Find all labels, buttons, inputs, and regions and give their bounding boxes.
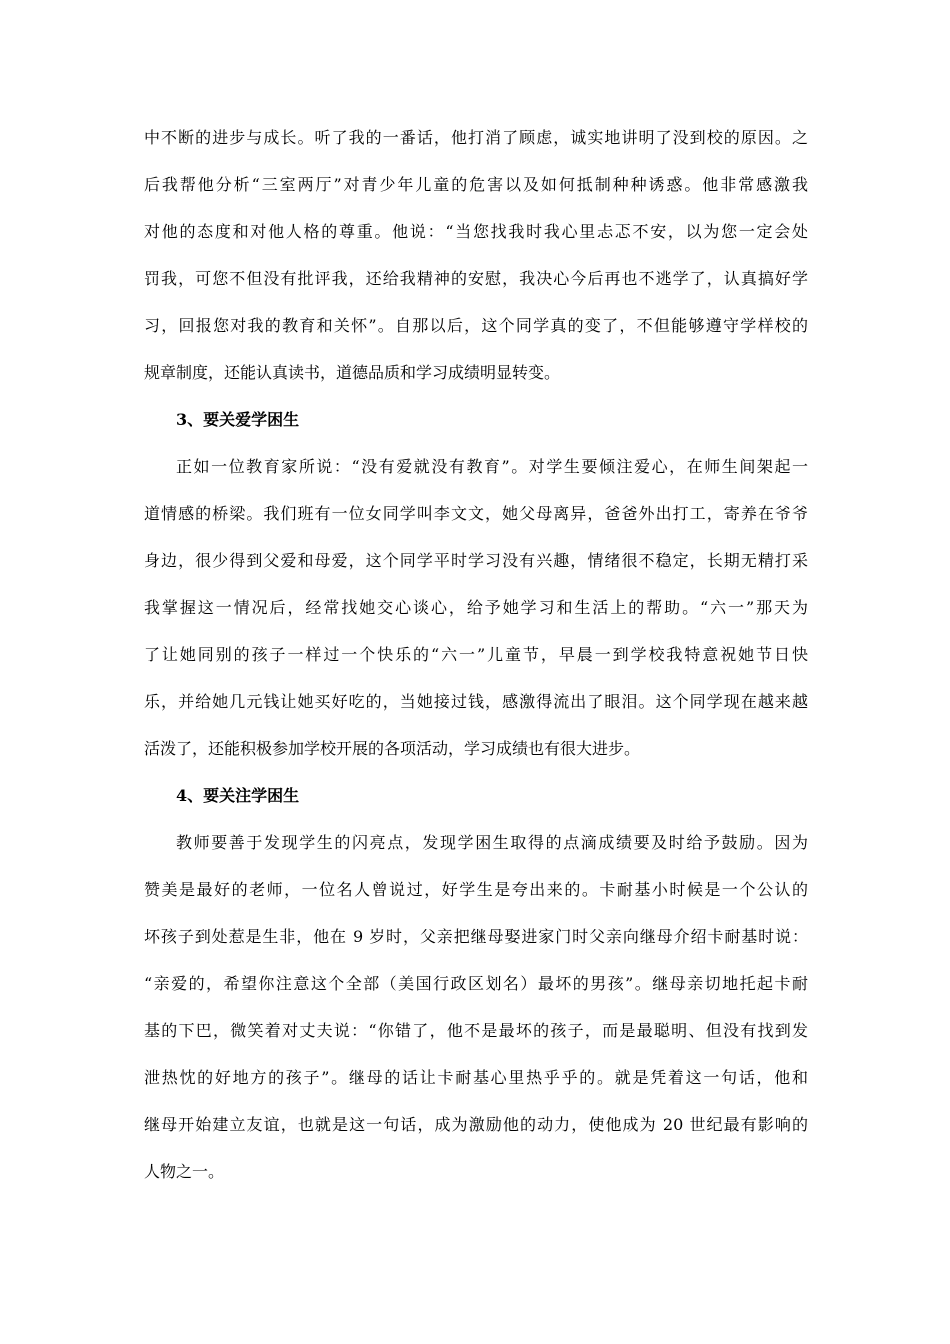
section-heading-4: 4、要关注学困生 <box>176 786 300 805</box>
paragraph-3-line-4: “亲爱的，希望你注意这个全部（美国行政区划名）最坏的男孩”。继母亲切地托起卡耐 <box>144 974 808 993</box>
paragraph-1-line-4: 罚我，可您不但没有批评我，还给我精神的安慰，我决心今后再也不逃学了，认真搞好学 <box>144 269 808 288</box>
paragraph-2-line-3: 身边，很少得到父爱和母爱，这个同学平时学习没有兴趣，情绪很不稳定，长期无精打采 <box>144 551 808 570</box>
paragraph-2-line-6: 乐，并给她几元钱让她买好吃的，当她接过钱，感激得流出了眼泪。这个同学现在越来越 <box>144 692 808 711</box>
paragraph-3-line-5: 基的下巴，微笑着对丈夫说：“你错了，他不是最坏的孩子，而是最聪明、但没有找到发 <box>144 1021 808 1040</box>
paragraph-1-line-2: 后我帮他分析“三室两厅”对青少年儿童的危害以及如何抵制种种诱惑。他非常感激我 <box>144 175 808 194</box>
paragraph-3-line-3: 坏孩子到处惹是生非，他在 9 岁时，父亲把继母娶进家门时父亲向继母介绍卡耐基时说： <box>144 927 808 946</box>
paragraph-2-line-4: 我掌握这一情况后，经常找她交心谈心，给予她学习和生活上的帮助。“六一”那天为 <box>144 598 808 617</box>
paragraph-3-line-2: 赞美是最好的老师，一位名人曾说过，好学生是夸出来的。卡耐基小时候是一个公认的 <box>144 880 808 899</box>
paragraph-3-line-1: 教师要善于发现学生的闪亮点，发现学困生取得的点滴成绩要及时给予鼓励。因为 <box>176 833 808 852</box>
paragraph-3-line-8: 人物之一。 <box>144 1162 225 1181</box>
paragraph-2-line-1: 正如一位教育家所说：“没有爱就没有教育”。对学生要倾注爱心，在师生间架起一 <box>176 457 808 476</box>
paragraph-1-line-5: 习，回报您对我的教育和关怀”。自那以后，这个同学真的变了，不但能够遵守学样校的 <box>144 316 808 335</box>
paragraph-1-line-6: 规章制度，还能认真读书，道德品质和学习成绩明显转变。 <box>144 363 561 382</box>
paragraph-2-line-5: 了让她同别的孩子一样过一个快乐的“六一”儿童节，早晨一到学校我特意祝她节日快 <box>144 645 808 664</box>
section-heading-3: 3、要关爱学困生 <box>176 410 300 429</box>
paragraph-2-line-2: 道情感的桥梁。我们班有一位女同学叫李文文，她父母离异，爸爸外出打工，寄养在爷爷 <box>144 504 808 523</box>
paragraph-3-line-7: 继母开始建立友谊，也就是这一句话，成为激励他的动力，使他成为 20 世纪最有影响的 <box>144 1115 808 1134</box>
paragraph-1-line-1: 中不断的进步与成长。听了我的一番话，他打消了顾虑，诚实地讲明了没到校的原因。之 <box>144 128 808 147</box>
paragraph-1-line-3: 对他的态度和对他人格的尊重。他说：“当您找我时我心里忐忑不安，以为您一定会处 <box>144 222 808 241</box>
paragraph-3-line-6: 泄热忱的好地方的孩子”。继母的话让卡耐基心里热乎乎的。就是凭着这一句话，他和 <box>144 1068 808 1087</box>
paragraph-2-line-7: 活泼了，还能积极参加学校开展的各项活动，学习成绩也有很大进步。 <box>144 739 641 758</box>
